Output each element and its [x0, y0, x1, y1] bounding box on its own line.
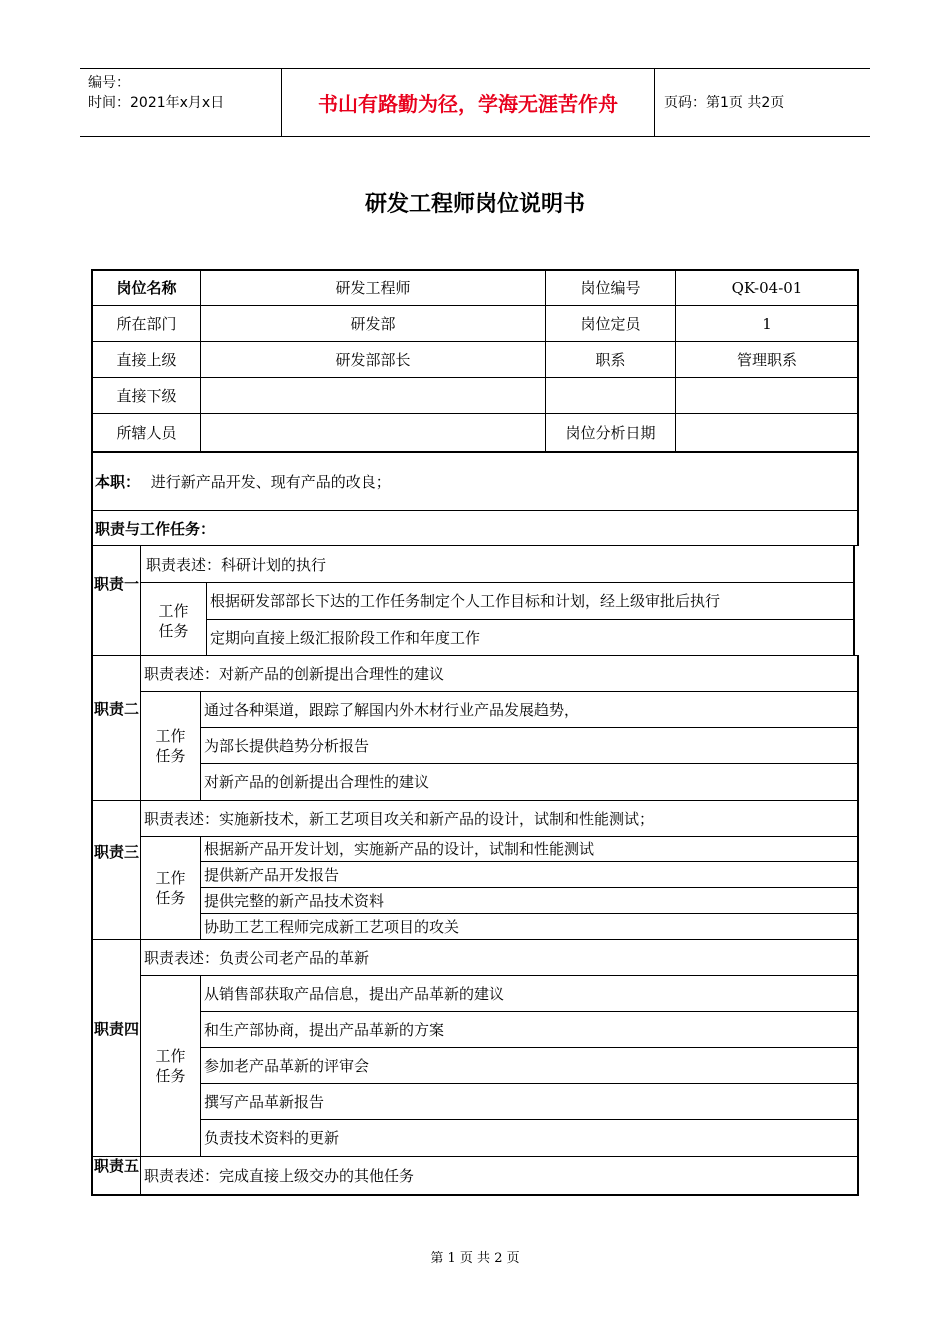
task-item: 撰写产品革新报告 [204, 1092, 325, 1111]
duty-desc: 职责表述：完成直接上级交办的其他任务 [144, 1166, 415, 1185]
analysis-date-label: 岗位分析日期 [565, 423, 656, 442]
divider [140, 1156, 141, 1196]
task-item: 根据研发部部长下达的工作任务制定个人工作目标和计划，经上级审批后执行 [210, 592, 721, 610]
duty-label: 职责二 [93, 700, 139, 718]
job-code-value: QK-04-01 [731, 278, 803, 297]
staff-label: 所辖人员 [116, 423, 177, 442]
number-label: 编号： [88, 75, 130, 91]
superior-label: 直接上级 [116, 350, 177, 369]
task-item: 提供新产品开发报告 [204, 865, 340, 884]
task-item: 通过各种渠道，跟踪了解国内外木材行业产品发展趋势， [204, 700, 580, 719]
task-item: 和生产部协商，提出产品革新的方案 [204, 1020, 445, 1039]
analysis-date-value [676, 414, 858, 451]
department-value: 研发部 [350, 314, 396, 333]
job-code-label: 岗位编号 [580, 278, 641, 297]
task-label: 工作任务 [155, 869, 186, 907]
task-item: 从销售部获取产品信息，提出产品革新的建议 [204, 984, 505, 1003]
divider [654, 69, 655, 136]
quota-value: 1 [762, 314, 772, 333]
task-item: 根据新产品开发计划，实施新产品的设计，试制和性能测试 [204, 840, 595, 858]
job-name-value: 研发工程师 [335, 278, 411, 297]
job-name-label: 岗位名称 [116, 278, 177, 297]
duty-desc: 职责表述：实施新技术，新工艺项目攻关和新产品的设计，试制和性能测试； [144, 809, 655, 828]
task-item: 负责技术资料的更新 [204, 1129, 340, 1147]
task-item: 为部长提供趋势分析报告 [204, 736, 370, 755]
date-label: 时间：2021年x月x日 [88, 95, 225, 111]
page-footer: 第 1 页 共 2 页 [430, 1251, 520, 1266]
subordinate-value [201, 378, 545, 413]
header-meta [88, 73, 224, 113]
core-duty-label: 本职： [95, 473, 141, 491]
duty-desc: 职责表述：科研计划的执行 [146, 555, 327, 574]
task-item: 提供完整的新产品技术资料 [204, 891, 385, 910]
core-duty-text: 进行新产品开发、现有产品的改良； [150, 473, 391, 491]
task-item: 参加老产品革新的评审会 [204, 1056, 370, 1075]
subordinate-label: 直接下级 [116, 386, 177, 405]
duty-label: 职责四 [93, 1020, 139, 1038]
document-header [80, 68, 870, 137]
task-item: 定期向直接上级汇报阶段工作和年度工作 [210, 628, 481, 647]
task-item: 对新产品的创新提出合理性的建议 [204, 772, 430, 791]
series-value: 管理职系 [736, 350, 797, 369]
duties-header: 职责与工作任务： [95, 520, 216, 538]
department-label: 所在部门 [116, 314, 177, 333]
task-item: 协助工艺工程师完成新工艺项目的攻关 [204, 917, 460, 936]
duty-label: 职责五 [93, 1157, 139, 1175]
divider [200, 691, 201, 800]
duty-desc: 职责表述：对新产品的创新提出合理性的建议 [144, 664, 445, 683]
duty-label: 职责一 [93, 575, 139, 593]
task-label: 工作任务 [155, 1047, 186, 1085]
motto: 书山有路勤为径，学海无涯苦作舟 [318, 92, 618, 116]
duty-desc: 职责表述：负责公司老产品的革新 [144, 948, 370, 967]
series-label: 职系 [595, 350, 626, 369]
task-label: 工作任务 [158, 602, 189, 640]
task-label: 工作任务 [155, 727, 186, 765]
core-duty [95, 473, 391, 491]
divider [200, 975, 201, 1156]
page-label: 页码：第1页 共2页 [664, 95, 785, 111]
staff-value [201, 414, 545, 451]
duty-label: 职责三 [93, 843, 139, 861]
page-title: 研发工程师岗位说明书 [364, 192, 585, 217]
quota-label: 岗位定员 [580, 314, 641, 333]
superior-value: 研发部部长 [335, 350, 411, 369]
